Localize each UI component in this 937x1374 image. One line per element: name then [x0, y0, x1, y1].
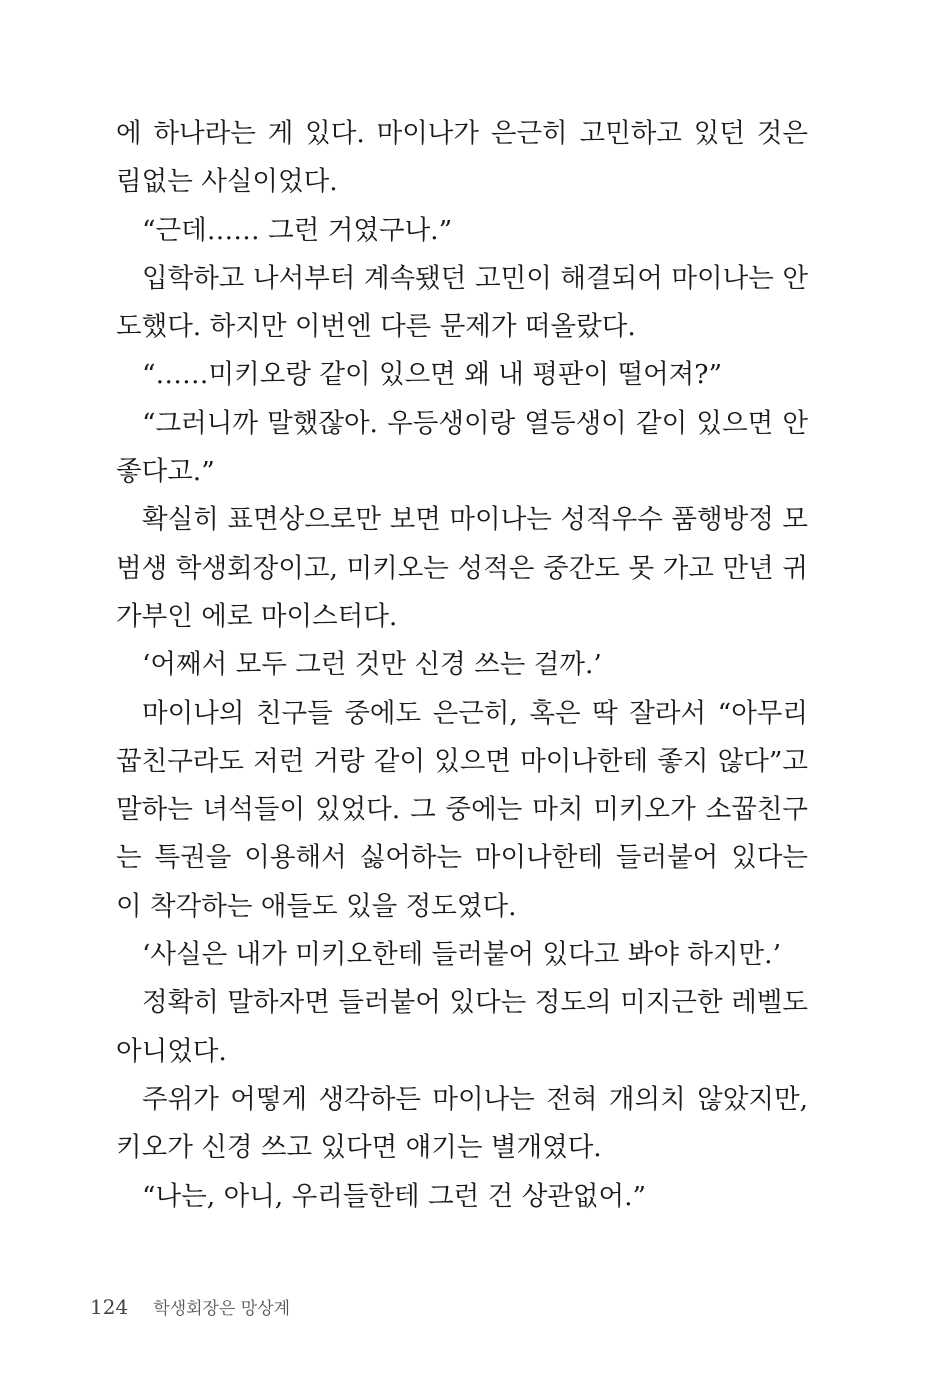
text-line: 아니었다.: [116, 1035, 227, 1067]
text-line: 에 하나라는 게 있다. 마이나가 은근히 고민하고 있던 것은: [116, 118, 808, 149]
text-line: ‘사실은 내가 미키오한테 들러붙어 있다고 봐야 하지만.’: [142, 939, 781, 971]
text-line: 말하는 녀석들이 있었다. 그 중에는 마치 미키오가 소꿉친구: [116, 794, 808, 826]
text-line: “그러니까 말했잖아. 우등생이랑 열등생이 같이 있으면 안: [142, 407, 808, 439]
text-line: 도했다. 하지만 이번엔 다른 문제가 떠올랐다.: [116, 311, 636, 343]
text-line: 가부인 에로 마이스터다.: [116, 600, 398, 632]
text-line: ‘어째서 모두 그런 것만 신경 쓰는 걸까.’: [142, 649, 602, 681]
page-footer: [90, 1290, 290, 1324]
text-line: 좋다고.”: [116, 456, 215, 488]
text-line: “근데…… 그런 거였구나.”: [142, 214, 453, 246]
text-line: 키오가 신경 쓰고 있다면 얘기는 별개였다.: [116, 1132, 602, 1164]
text-line: 확실히 표면상으로만 보면 마이나는 성적우수 품행방정 모: [142, 504, 808, 536]
page-number: 124: [90, 1295, 129, 1319]
running-title: 학생회장은 망상계: [153, 1299, 291, 1319]
text-line: 주위가 어떻게 생각하든 마이나는 전혀 개의치 않았지만,: [142, 1083, 808, 1115]
text-line: 입학하고 나서부터 계속됐던 고민이 해결되어 마이나는 안: [142, 262, 808, 294]
text-line: 꿉친구라도 저런 거랑 같이 있으면 마이나한테 좋지 않다”고: [116, 745, 808, 777]
text-line: 정확히 말하자면 들러붙어 있다는 정도의 미지근한 레벨도: [142, 987, 808, 1019]
text-line: 마이나의 친구들 중에도 은근히, 혹은 딱 잘라서 “아무리: [142, 697, 808, 729]
text-line: 이 착각하는 애들도 있을 정도였다.: [116, 890, 517, 922]
text-line: “……미키오랑 같이 있으면 왜 내 평판이 떨어져?”: [142, 359, 723, 391]
text-line: 는 특권을 이용해서 싫어하는 마이나한테 들러붙어 있다는: [116, 842, 808, 874]
text-line: “나는, 아니, 우리들한테 그런 건 상관없어.”: [142, 1180, 647, 1212]
body-text: [116, 110, 808, 1221]
text-line: 범생 학생회장이고, 미키오는 성적은 중간도 못 가고 만년 귀: [116, 552, 808, 584]
text-line: 림없는 사실이었다.: [116, 166, 338, 198]
